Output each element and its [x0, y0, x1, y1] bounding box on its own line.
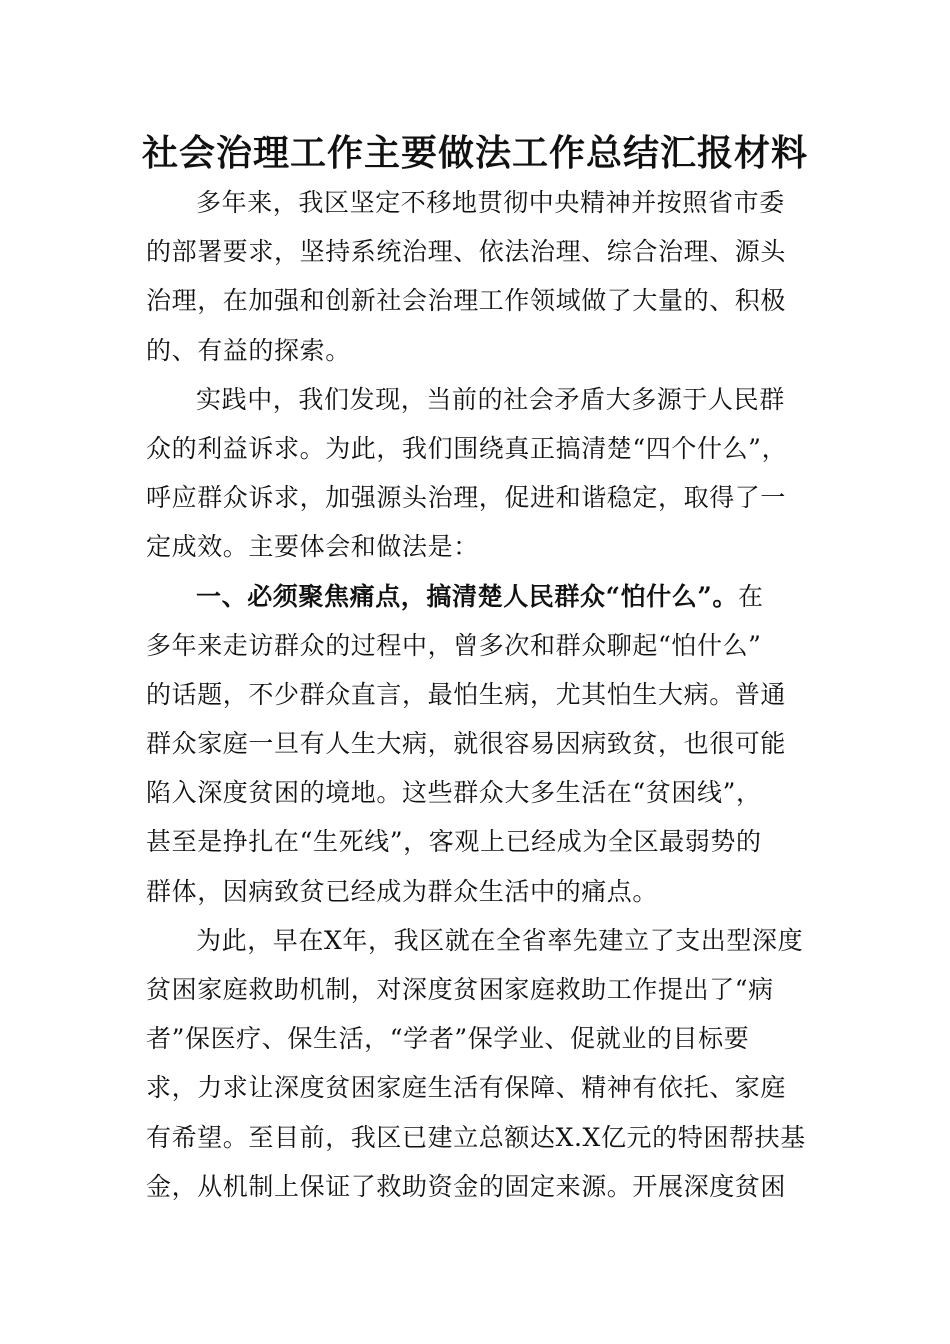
paragraph-line: 群体，因病致贫已经成为群众生活中的痛点。	[146, 876, 659, 906]
paragraph-line: 为此，早在X年，我区就在全省率先建立了支出型深度	[196, 925, 804, 955]
paragraph-line: 金，从机制上保证了救助资金的固定来源。开展深度贫困	[146, 1171, 787, 1201]
paragraph-line: 的部署要求，坚持系统治理、依法治理、综合治理、源头	[146, 237, 787, 267]
paragraph-line: 者”保医疗、保生活，“学者”保学业、促就业的目标要	[146, 1024, 750, 1054]
paragraph-line: 的、有益的探索。	[146, 335, 351, 365]
paragraph-line: 定成效。主要体会和做法是：	[146, 532, 479, 562]
paragraph-line: 多年来走访群众的过程中，曾多次和群众聊起“怕什么”	[146, 630, 762, 660]
paragraph-line: 众的利益诉求。为此，我们围绕真正搞清楚“四个什么”，	[146, 433, 788, 463]
document-title: 社会治理工作主要做法工作总结汇报材料	[141, 132, 808, 174]
section-heading: 一、必须聚焦痛点，搞清楚人民群众“怕什么”。	[196, 581, 738, 611]
paragraph-line: 实践中，我们发现，当前的社会矛盾大多源于人民群	[196, 384, 785, 414]
paragraph-line: 贫困家庭救助机制，对深度贫困家庭救助工作提出了“病	[146, 975, 774, 1004]
paragraph-line: 有希望。至目前，我区已建立总额达X.X亿元的特困帮扶基	[146, 1122, 806, 1152]
paragraph-line: 呼应群众诉求，加强源头治理，促进和谐稳定，取得了一	[146, 483, 787, 513]
paragraph-line: 求，力求让深度贫困家庭生活有保障、精神有依托、家庭	[146, 1073, 787, 1103]
paragraph-line: 的话题，不少群众直言，最怕生病，尤其怕生大病。普通	[146, 679, 787, 709]
paragraph-line: 治理，在加强和创新社会治理工作领域做了大量的、积极	[146, 286, 787, 316]
paragraph-line: 多年来，我区坚定不移地贯彻中央精神并按照省市委	[196, 188, 785, 217]
document-body	[146, 178, 816, 1211]
paragraph-line: 甚至是挣扎在“生死线”，客观上已经成为全区最弱势的	[146, 827, 762, 857]
paragraph-text: 在	[737, 581, 764, 611]
paragraph-line: 陷入深度贫困的境地。这些群众大多生活在“贫困线”，	[146, 778, 762, 808]
paragraph-line: 群众家庭一旦有人生大病，就很容易因病致贫，也很可能	[146, 729, 787, 759]
section-heading-line	[146, 572, 816, 621]
